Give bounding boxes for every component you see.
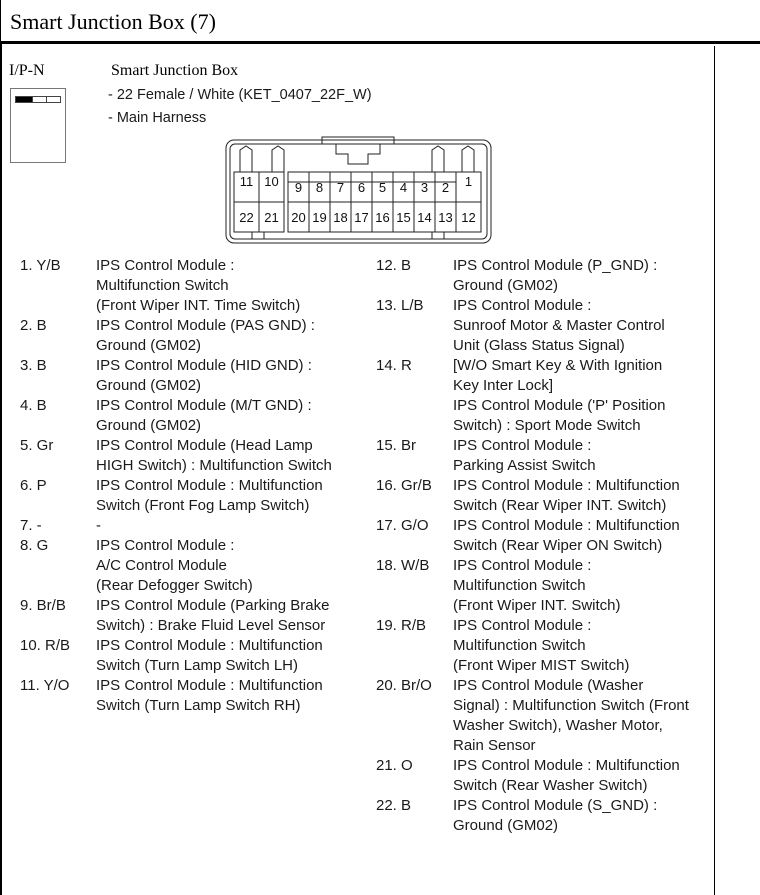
pin-description-line: (Front Wiper INT. Switch) <box>453 597 621 614</box>
pin-description <box>96 256 300 316</box>
pin-description-line: IPS Control Module : <box>453 557 592 574</box>
pin-number: 16. Gr/B <box>376 477 432 494</box>
connector-pin-label: 19 <box>312 210 327 225</box>
connector-pin-label: 11 <box>239 174 254 189</box>
pin-number: 11. Y/O <box>20 677 70 694</box>
pin-description <box>453 616 629 676</box>
pin-number: 15. Br <box>376 437 417 454</box>
pin-description-line: (Front Wiper INT. Time Switch) <box>96 297 301 314</box>
pin-description-line: Sunroof Motor & Master Control <box>453 317 665 334</box>
pin-number: 17. G/O <box>376 517 429 534</box>
pin-number: 2. B <box>20 317 47 334</box>
pin-description-line: Ground (GM02) <box>96 377 202 394</box>
pin-description-line: Washer Switch), Washer Motor, <box>453 717 663 734</box>
pin-description-line: (Front Wiper MIST Switch) <box>453 657 630 674</box>
pin-description-line: Key Inter Lock] <box>453 377 554 394</box>
pin-description-line: IPS Control Module : <box>453 297 592 314</box>
connector-pin-label: 18 <box>333 210 348 225</box>
pin-description-line: IPS Control Module : Multifunction <box>96 477 323 494</box>
pin-description-line: IPS Control Module : Multifunction <box>453 477 680 494</box>
pin-description <box>453 476 680 516</box>
pin-description <box>96 356 312 396</box>
pin-description-line: Switch (Turn Lamp Switch LH) <box>96 657 299 674</box>
pin-description-line: A/C Control Module <box>96 557 227 574</box>
connector-pin-label: 13 <box>438 210 453 225</box>
pin-description-line: IPS Control Module (Head Lamp <box>96 437 313 454</box>
pin-description-line: HIGH Switch) : Multifunction Switch <box>96 457 332 474</box>
connector-pin-label: 14 <box>417 210 432 225</box>
pin-description-line: IPS Control Module (PAS GND) : <box>96 317 315 334</box>
pin-number: 1. Y/B <box>20 257 61 274</box>
connector-pin-label: 15 <box>396 210 411 225</box>
pin-description-line: IPS Control Module : <box>96 537 235 554</box>
pin-description-line: Switch (Turn Lamp Switch RH) <box>96 697 301 714</box>
pin-description <box>453 256 657 296</box>
pin-description-line: IPS Control Module : <box>453 437 592 454</box>
pin-number: 21. O <box>376 757 413 774</box>
pin-description-line: Ground (GM02) <box>96 337 202 354</box>
pin-description <box>96 676 323 716</box>
pin-description-line: Ground (GM02) <box>453 277 559 294</box>
pin-description-line: Rain Sensor <box>453 737 536 754</box>
pin-description <box>96 636 323 676</box>
pin-description <box>453 676 689 756</box>
pin-description <box>453 556 621 616</box>
connector-pin-label: 22 <box>239 210 254 225</box>
pin-number: 7. - <box>20 517 42 534</box>
connector-pin-label: 6 <box>357 180 366 195</box>
pin-description-line: Switch (Rear Wiper INT. Switch) <box>453 497 667 514</box>
pin-description <box>96 436 332 476</box>
pin-number: 19. R/B <box>376 617 427 634</box>
pin-description-line: Multifunction Switch <box>96 277 229 294</box>
pin-number: 5. Gr <box>20 437 54 454</box>
pin-description-line: Switch (Rear Washer Switch) <box>453 777 648 794</box>
pin-description-line: IPS Control Module : Multifunction <box>96 677 323 694</box>
pin-description-line: IPS Control Module (P_GND) : <box>453 257 658 274</box>
connector-pin-label: 9 <box>294 180 303 195</box>
pin-description-line: Ground (GM02) <box>453 817 559 834</box>
pin-number: 4. B <box>20 397 47 414</box>
pin-description <box>453 356 666 436</box>
pin-description <box>453 516 680 556</box>
pin-number: 9. Br/B <box>20 597 66 614</box>
pin-description-line: Multifunction Switch <box>453 577 586 594</box>
pin-description-line: Switch (Front Fog Lamp Switch) <box>96 497 310 514</box>
pin-number: 13. L/B <box>376 297 424 314</box>
pin-description-line: IPS Control Module (Parking Brake <box>96 597 330 614</box>
pin-description <box>96 536 253 596</box>
pin-description-line: Switch (Rear Wiper ON Switch) <box>453 537 663 554</box>
pin-description-line: IPS Control Module ('P' Position <box>453 397 666 414</box>
connector-pin-label: 7 <box>336 180 345 195</box>
pin-description-line: IPS Control Module : Multifunction <box>453 517 680 534</box>
connector-spec-line: - 22 Female / White (KET_0407_22F_W) <box>108 87 372 103</box>
pin-number: 3. B <box>20 357 47 374</box>
connector-name: Smart Junction Box <box>111 62 239 79</box>
connector-pin-label: 2 <box>441 180 450 195</box>
pin-number: 22. B <box>376 797 412 814</box>
connector-pin-label: 4 <box>399 180 408 195</box>
pin-description <box>96 316 315 356</box>
pin-description <box>96 396 312 436</box>
connector-pin-label: 10 <box>264 174 279 189</box>
connector-pin-label: 3 <box>420 180 429 195</box>
connector-pin-label: 16 <box>375 210 390 225</box>
pin-description-line: IPS Control Module (M/T GND) : <box>96 397 312 414</box>
connector-pin-label: 5 <box>378 180 387 195</box>
page-title: Smart Junction Box (7) <box>10 9 216 34</box>
pin-description-line: IPS Control Module : Multifunction <box>96 637 323 654</box>
pin-number: 20. Br/O <box>376 677 432 694</box>
pin-number: 14. R <box>376 357 412 374</box>
pin-description-line: Ground (GM02) <box>96 417 202 434</box>
pin-description-line: IPS Control Module (Washer <box>453 677 644 694</box>
pin-description-line: IPS Control Module (S_GND) : <box>453 797 658 814</box>
pin-description-line: Multifunction Switch <box>453 637 586 654</box>
connector-id: I/P-N <box>9 62 45 79</box>
pin-number: 10. R/B <box>20 637 71 654</box>
connector-spec-line: - Main Harness <box>108 110 207 126</box>
connector-pin-label: 20 <box>291 210 306 225</box>
pin-description-line: IPS Control Module : Multifunction <box>453 757 680 774</box>
pin-description <box>453 296 665 356</box>
pin-number: 6. P <box>20 477 47 494</box>
connector-pin-label: 17 <box>354 210 369 225</box>
pin-number: 12. B <box>376 257 412 274</box>
pin-number: 18. W/B <box>376 557 430 574</box>
connector-pin-label: 8 <box>315 180 324 195</box>
pin-description <box>453 756 680 796</box>
pin-description <box>453 436 596 476</box>
pin-description <box>96 596 329 636</box>
pin-description-line: - <box>96 517 101 534</box>
connector-pin-label: 1 <box>464 174 473 189</box>
pin-description-line: (Rear Defogger Switch) <box>96 577 253 594</box>
pin-description-line: Unit (Glass Status Signal) <box>453 337 625 354</box>
pin-description <box>96 516 101 536</box>
pin-description-line: IPS Control Module : <box>453 617 592 634</box>
pin-description-line: IPS Control Module (HID GND) : <box>96 357 312 374</box>
connector-pin-label: 21 <box>264 210 279 225</box>
connector-pin-label: 12 <box>461 210 476 225</box>
pin-description-line: Switch) : Sport Mode Switch <box>453 417 641 434</box>
pin-description-line: [W/O Smart Key & With Ignition <box>453 357 663 374</box>
pin-description-line: IPS Control Module : <box>96 257 235 274</box>
pin-description <box>453 796 657 836</box>
pin-description-line: Switch) : Brake Fluid Level Sensor <box>96 617 326 634</box>
pin-number: 8. G <box>20 537 49 554</box>
pin-description <box>96 476 323 516</box>
pin-description-line: Parking Assist Switch <box>453 457 596 474</box>
pin-description-line: Signal) : Multifunction Switch (Front <box>453 697 689 714</box>
